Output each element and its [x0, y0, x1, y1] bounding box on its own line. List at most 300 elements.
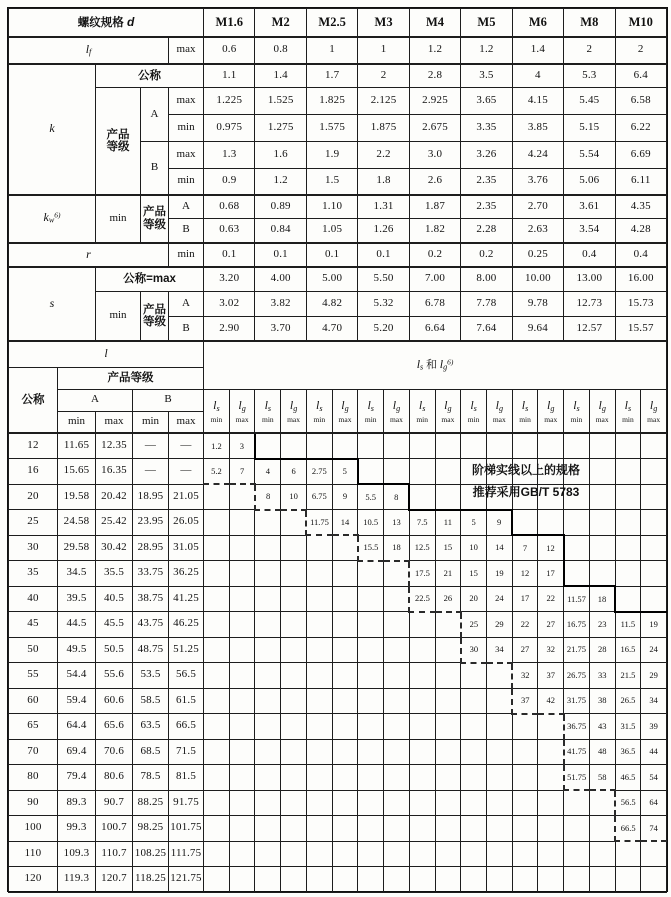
value-cell: 3.0	[409, 142, 460, 169]
ls-lg-value-cell: 23	[589, 612, 615, 638]
ls-lg-value-cell	[358, 714, 384, 740]
ls-lg-value-cell	[538, 790, 564, 816]
ls-lg-value-cell: 14	[486, 535, 512, 561]
ls-lg-value-cell	[281, 816, 307, 842]
value-cell: 1.82	[409, 219, 460, 243]
value-cell: 58.5	[133, 688, 169, 714]
value-cell: 2.35	[461, 169, 512, 195]
ls-lg-value-cell	[332, 688, 358, 714]
ls-lg-value-cell	[589, 535, 615, 561]
ls-lg-value-cell	[255, 739, 281, 765]
value-cell: 0.84	[255, 219, 306, 243]
value-cell: 23.95	[133, 510, 169, 536]
note-gbt5783	[442, 459, 610, 503]
length-nominal-cell: 100	[9, 816, 58, 842]
ls-lg-value-cell	[255, 637, 281, 663]
value-cell: 90.7	[96, 790, 133, 816]
ls-lg-value-cell: 42	[538, 688, 564, 714]
ls-lg-value-cell	[512, 510, 538, 536]
ls-lg-value-cell	[358, 790, 384, 816]
value-cell: 3.85	[512, 115, 563, 142]
ls-lg-value-cell	[384, 612, 410, 638]
ls-lg-value-cell	[538, 816, 564, 842]
value-cell: 65.6	[96, 714, 133, 740]
ls-lg-value-cell	[589, 510, 615, 536]
ls-lg-value-cell	[306, 714, 332, 740]
table-sheet	[8, 8, 667, 891]
value-cell: 2.6	[409, 169, 460, 195]
length-nominal-cell: 65	[9, 714, 58, 740]
ls-lg-value-cell	[512, 714, 538, 740]
ls-lg-value-cell: 6.75	[306, 484, 332, 510]
ls-lg-value-cell	[358, 561, 384, 587]
value-cell: 89.3	[58, 790, 96, 816]
ls-lg-value-cell	[204, 790, 230, 816]
ls-lg-value-cell	[255, 510, 281, 536]
ls-lg-value-cell	[306, 612, 332, 638]
ls-lg-value-cell	[358, 663, 384, 689]
ls-lg-value-cell	[384, 586, 410, 612]
value-cell: 69.4	[58, 739, 96, 765]
min-header: min	[133, 411, 169, 433]
ls-lg-value-cell: 20	[461, 586, 487, 612]
ls-lg-value-cell	[486, 841, 512, 867]
value-cell: 24.58	[58, 510, 96, 536]
ls-lg-value-cell	[435, 433, 461, 459]
note-line-2: 推荐采用GB/T 5783	[472, 485, 580, 499]
length-nominal-cell: 50	[9, 637, 58, 663]
ls-lg-value-cell: 10.5	[358, 510, 384, 536]
ls-lg-value-cell	[538, 841, 564, 867]
ls-lg-value-cell	[281, 637, 307, 663]
value-cell: 2.70	[512, 195, 563, 219]
ls-lg-value-cell: 24	[486, 586, 512, 612]
ls-lg-value-cell	[564, 790, 590, 816]
value-cell: 3.20	[204, 267, 255, 292]
ls-lg-value-cell: 44	[641, 739, 667, 765]
value-cell: 35.5	[96, 561, 133, 587]
ls-lg-value-cell	[306, 816, 332, 842]
table-row	[9, 37, 667, 64]
value-cell: 4.15	[512, 88, 563, 115]
ls-min-header: $l_s$ min	[564, 389, 590, 433]
value-cell: 53.5	[133, 663, 169, 689]
value-cell: 0.63	[204, 219, 255, 243]
ls-lg-value-cell: 8	[384, 484, 410, 510]
ls-lg-value-cell	[435, 739, 461, 765]
ls-lg-value-cell: 10	[461, 535, 487, 561]
ls-lg-value-cell	[255, 586, 281, 612]
value-cell: 12.73	[564, 292, 615, 317]
ls-lg-value-cell: 29	[641, 663, 667, 689]
value-cell: 4.35	[615, 195, 666, 219]
row-label: min	[169, 115, 204, 142]
value-cell: 1.05	[306, 219, 357, 243]
ls-lg-value-cell: 9	[486, 510, 512, 536]
ls-lg-value-cell: 17.5	[409, 561, 435, 587]
ls-lg-value-cell: 11.75	[306, 510, 332, 536]
ls-lg-value-cell: 12.5	[409, 535, 435, 561]
ls-lg-value-cell	[641, 867, 667, 893]
lg-max-header: $l_g$ max	[589, 389, 615, 433]
value-cell: 68.5	[133, 739, 169, 765]
ls-lg-value-cell	[384, 433, 410, 459]
ls-lg-value-cell	[486, 765, 512, 791]
value-cell: 100.7	[96, 816, 133, 842]
row-label: A	[141, 88, 169, 142]
ls-lg-value-cell: 19	[641, 612, 667, 638]
ls-lg-value-cell	[229, 561, 255, 587]
value-cell: 6.69	[615, 142, 666, 169]
value-cell: 70.6	[96, 739, 133, 765]
ls-lg-value-cell	[615, 510, 641, 536]
value-cell: 1	[358, 37, 409, 64]
length-nominal-cell: 16	[9, 459, 58, 485]
ls-lg-value-cell	[306, 586, 332, 612]
ls-lg-value-cell	[435, 841, 461, 867]
value-cell: 59.4	[58, 688, 96, 714]
value-cell: —	[169, 433, 204, 459]
ls-lg-value-cell	[435, 663, 461, 689]
ls-lg-value-cell: 32	[538, 637, 564, 663]
ls-lg-value-cell	[255, 790, 281, 816]
ls-lg-value-cell: 16.5	[615, 637, 641, 663]
row-label: r	[9, 243, 169, 267]
ls-lg-value-cell	[384, 459, 410, 485]
value-cell: 71.5	[169, 739, 204, 765]
value-cell: 1.31	[358, 195, 409, 219]
ls-lg-value-cell	[486, 433, 512, 459]
ls-lg-value-cell: 17	[512, 586, 538, 612]
ls-lg-value-cell	[358, 739, 384, 765]
ls-lg-value-cell: 36.75	[564, 714, 590, 740]
ls-lg-value-cell	[641, 459, 667, 485]
row-label: 产品 等级	[141, 195, 169, 243]
value-cell: 29.58	[58, 535, 96, 561]
max-header: max	[169, 411, 204, 433]
table-row	[9, 586, 667, 612]
ls-lg-value-cell: 21	[435, 561, 461, 587]
ls-lg-value-cell	[306, 841, 332, 867]
ls-lg-value-cell	[255, 688, 281, 714]
value-cell: 36.25	[169, 561, 204, 587]
value-cell: 1.9	[306, 142, 357, 169]
value-cell: 1.3	[204, 142, 255, 169]
value-cell: 5.15	[564, 115, 615, 142]
table-row	[9, 714, 667, 740]
ls-lg-value-cell	[332, 586, 358, 612]
value-cell: 4.70	[306, 317, 357, 341]
value-cell: 0.975	[204, 115, 255, 142]
ls-lg-value-cell: 36.5	[615, 739, 641, 765]
ls-lg-value-cell: 56.5	[615, 790, 641, 816]
row-label: 公称	[96, 64, 204, 88]
ls-lg-value-cell	[204, 714, 230, 740]
value-cell: 1.1	[204, 64, 255, 88]
ls-lg-value-cell	[486, 790, 512, 816]
ls-lg-value-cell	[461, 816, 487, 842]
value-cell: 51.25	[169, 637, 204, 663]
ls-lg-value-cell: 4	[255, 459, 281, 485]
ls-lg-value-cell	[538, 510, 564, 536]
grade-header: 产品等级	[58, 367, 204, 389]
ls-lg-value-cell	[461, 841, 487, 867]
value-cell: 3.5	[461, 64, 512, 88]
ls-lg-value-cell: 66.5	[615, 816, 641, 842]
row-label: k	[9, 64, 96, 195]
ls-lg-value-cell	[564, 535, 590, 561]
ls-lg-value-cell	[615, 535, 641, 561]
value-cell: 2.675	[409, 115, 460, 142]
value-cell: 40.5	[96, 586, 133, 612]
value-cell: 109.3	[58, 841, 96, 867]
value-cell: 1.225	[204, 88, 255, 115]
value-cell: 3.35	[461, 115, 512, 142]
ls-lg-value-cell	[281, 586, 307, 612]
ls-lg-value-cell	[384, 867, 410, 893]
ls-lg-value-cell	[229, 612, 255, 638]
ls-lg-value-cell	[204, 637, 230, 663]
col-header-M3: M3	[358, 9, 409, 37]
value-cell: 2.925	[409, 88, 460, 115]
ls-lg-value-cell	[486, 867, 512, 893]
ls-lg-value-cell	[486, 816, 512, 842]
ls-lg-value-cell: 48	[589, 739, 615, 765]
value-cell: 5.45	[564, 88, 615, 115]
ls-lg-value-cell: 64	[641, 790, 667, 816]
ls-lg-value-cell: 26.75	[564, 663, 590, 689]
ls-lg-value-cell: 18	[589, 586, 615, 612]
value-cell: 0.1	[255, 243, 306, 267]
ls-lg-value-cell	[615, 586, 641, 612]
ls-lg-value-cell	[306, 765, 332, 791]
value-cell: 0.1	[204, 243, 255, 267]
value-cell: 4.00	[255, 267, 306, 292]
ls-lg-value-cell	[589, 790, 615, 816]
value-cell: 6.58	[615, 88, 666, 115]
lg-max-header: $l_g$ max	[435, 389, 461, 433]
value-cell: 2	[615, 37, 666, 64]
ls-lg-value-cell	[281, 612, 307, 638]
value-cell: 39.5	[58, 586, 96, 612]
value-cell: 3.70	[255, 317, 306, 341]
ls-lg-value-cell: 19	[486, 561, 512, 587]
ls-lg-value-cell	[281, 739, 307, 765]
value-cell: 1.575	[306, 115, 357, 142]
ls-lg-value-cell	[409, 714, 435, 740]
value-cell: 2.35	[461, 195, 512, 219]
ls-lg-value-cell: 58	[589, 765, 615, 791]
value-cell: 12.35	[96, 433, 133, 459]
ls-lg-value-cell	[204, 739, 230, 765]
col-header-M4: M4	[409, 9, 460, 37]
row-label: $l_f$	[9, 37, 169, 64]
ls-lg-value-cell	[435, 867, 461, 893]
ls-lg-value-cell: 1.2	[204, 433, 230, 459]
value-cell: —	[133, 459, 169, 485]
ls-lg-value-cell	[204, 688, 230, 714]
ls-lg-value-cell	[409, 688, 435, 714]
value-cell: 0.4	[564, 243, 615, 267]
ls-lg-value-cell	[281, 765, 307, 791]
ls-lg-value-cell: 21.5	[615, 663, 641, 689]
ls-lg-value-cell: 10	[281, 484, 307, 510]
ls-lg-value-cell: 12	[512, 561, 538, 587]
ls-lg-value-cell	[384, 790, 410, 816]
ls-lg-value-cell: 15	[461, 561, 487, 587]
ls-lg-value-cell	[229, 714, 255, 740]
ls-lg-value-cell	[461, 433, 487, 459]
ls-min-header: $l_s$ min	[306, 389, 332, 433]
value-cell: 54.4	[58, 663, 96, 689]
table-row	[9, 867, 667, 893]
ls-lg-value-cell	[255, 714, 281, 740]
value-cell: 46.25	[169, 612, 204, 638]
ls-lg-value-cell: 32	[512, 663, 538, 689]
ls-lg-value-cell	[204, 561, 230, 587]
ls-lg-value-cell	[641, 841, 667, 867]
value-cell: 1.875	[358, 115, 409, 142]
ls-lg-value-cell	[564, 561, 590, 587]
row-label: B	[169, 317, 204, 341]
ls-lg-value-cell	[255, 765, 281, 791]
value-cell: —	[133, 433, 169, 459]
value-cell: 66.5	[169, 714, 204, 740]
value-cell: 48.75	[133, 637, 169, 663]
ls-lg-value-cell	[306, 433, 332, 459]
value-cell: 12.57	[564, 317, 615, 341]
value-cell: 79.4	[58, 765, 96, 791]
value-cell: 3.54	[564, 219, 615, 243]
table-row	[9, 433, 667, 459]
ls-lg-value-cell	[461, 688, 487, 714]
ls-lg-value-cell: 54	[641, 765, 667, 791]
ls-lg-value-cell: 29	[486, 612, 512, 638]
ls-lg-value-cell	[204, 765, 230, 791]
value-cell: 7.00	[409, 267, 460, 292]
value-cell: 25.42	[96, 510, 133, 536]
value-cell: 1.525	[255, 88, 306, 115]
ls-lg-value-cell	[281, 714, 307, 740]
ls-lg-value-cell	[512, 816, 538, 842]
value-cell: 34.5	[58, 561, 96, 587]
value-cell: 56.5	[169, 663, 204, 689]
row-label: 螺纹规格 d	[9, 9, 204, 37]
ls-lg-value-cell	[512, 841, 538, 867]
value-cell: 120.7	[96, 867, 133, 893]
ls-lg-value-cell	[229, 510, 255, 536]
ls-lg-value-cell	[255, 433, 281, 459]
l-column-header: l	[9, 341, 204, 367]
value-cell: 1.2	[461, 37, 512, 64]
ls-min-header: $l_s$ min	[512, 389, 538, 433]
value-cell: 7.64	[461, 317, 512, 341]
value-cell: 6.11	[615, 169, 666, 195]
ls-lg-value-cell	[306, 790, 332, 816]
ls-lg-value-cell	[306, 535, 332, 561]
ls-lg-value-cell	[435, 612, 461, 638]
value-cell: 9.78	[512, 292, 563, 317]
ls-lg-value-cell	[229, 484, 255, 510]
ls-lg-value-cell	[564, 433, 590, 459]
ls-lg-value-cell	[564, 816, 590, 842]
ls-lg-value-cell	[255, 841, 281, 867]
value-cell: 3.65	[461, 88, 512, 115]
ls-lg-value-cell: 14	[332, 510, 358, 536]
value-cell: 6.4	[615, 64, 666, 88]
table-row	[9, 663, 667, 689]
value-cell: 121.75	[169, 867, 204, 893]
value-cell: 118.25	[133, 867, 169, 893]
value-cell: 10.00	[512, 267, 563, 292]
col-header-M5: M5	[461, 9, 512, 37]
ls-lg-value-cell	[229, 637, 255, 663]
value-cell: 5.54	[564, 142, 615, 169]
value-cell: 111.75	[169, 841, 204, 867]
length-nominal-cell: 55	[9, 663, 58, 689]
table-row	[9, 765, 667, 791]
ls-lg-value-cell: 12	[538, 535, 564, 561]
max-header: max	[96, 411, 133, 433]
length-nominal-cell: 45	[9, 612, 58, 638]
ls-lg-value-cell	[306, 867, 332, 893]
ls-lg-value-cell	[409, 484, 435, 510]
value-cell: 2	[564, 37, 615, 64]
ls-lg-value-cell	[435, 816, 461, 842]
ls-lg-value-cell: 21.75	[564, 637, 590, 663]
ls-lg-value-cell	[204, 484, 230, 510]
ls-lg-value-cell	[255, 535, 281, 561]
ls-lg-value-cell: 15	[435, 535, 461, 561]
ls-lg-header: $l_s$ 和 $l_g^{6)}$	[204, 341, 667, 389]
ls-lg-value-cell	[486, 714, 512, 740]
row-label: $k_w^{6)}$	[9, 195, 96, 243]
ls-lg-value-cell	[281, 867, 307, 893]
row-label: 产品 等级	[141, 292, 169, 341]
col-header-M10: M10	[615, 9, 666, 37]
ls-lg-value-cell	[332, 637, 358, 663]
value-cell: 31.05	[169, 535, 204, 561]
ls-lg-value-cell	[358, 586, 384, 612]
value-cell: 1.26	[358, 219, 409, 243]
ls-lg-value-cell	[204, 841, 230, 867]
length-nominal-cell: 70	[9, 739, 58, 765]
value-cell: 0.89	[255, 195, 306, 219]
ls-lg-value-cell	[538, 433, 564, 459]
ls-lg-value-cell	[435, 637, 461, 663]
ls-lg-value-cell	[409, 433, 435, 459]
ls-lg-value-cell	[229, 790, 255, 816]
table-row	[9, 561, 667, 587]
ls-lg-value-cell	[564, 867, 590, 893]
ls-lg-value-cell	[615, 484, 641, 510]
value-cell: 50.5	[96, 637, 133, 663]
table-row	[9, 292, 667, 317]
ls-lg-value-cell	[306, 739, 332, 765]
row-label: max	[169, 37, 204, 64]
value-cell: 3.02	[204, 292, 255, 317]
ls-lg-value-cell	[641, 510, 667, 536]
ls-lg-value-cell: 3	[229, 433, 255, 459]
value-cell: 5.00	[306, 267, 357, 292]
ls-lg-value-cell	[229, 816, 255, 842]
ls-lg-value-cell	[409, 459, 435, 485]
note-line-1: 阶梯实线以上的规格	[471, 463, 580, 477]
ls-lg-value-cell	[358, 459, 384, 485]
value-cell: 28.95	[133, 535, 169, 561]
ls-lg-value-cell	[589, 867, 615, 893]
ls-lg-value-cell	[384, 816, 410, 842]
